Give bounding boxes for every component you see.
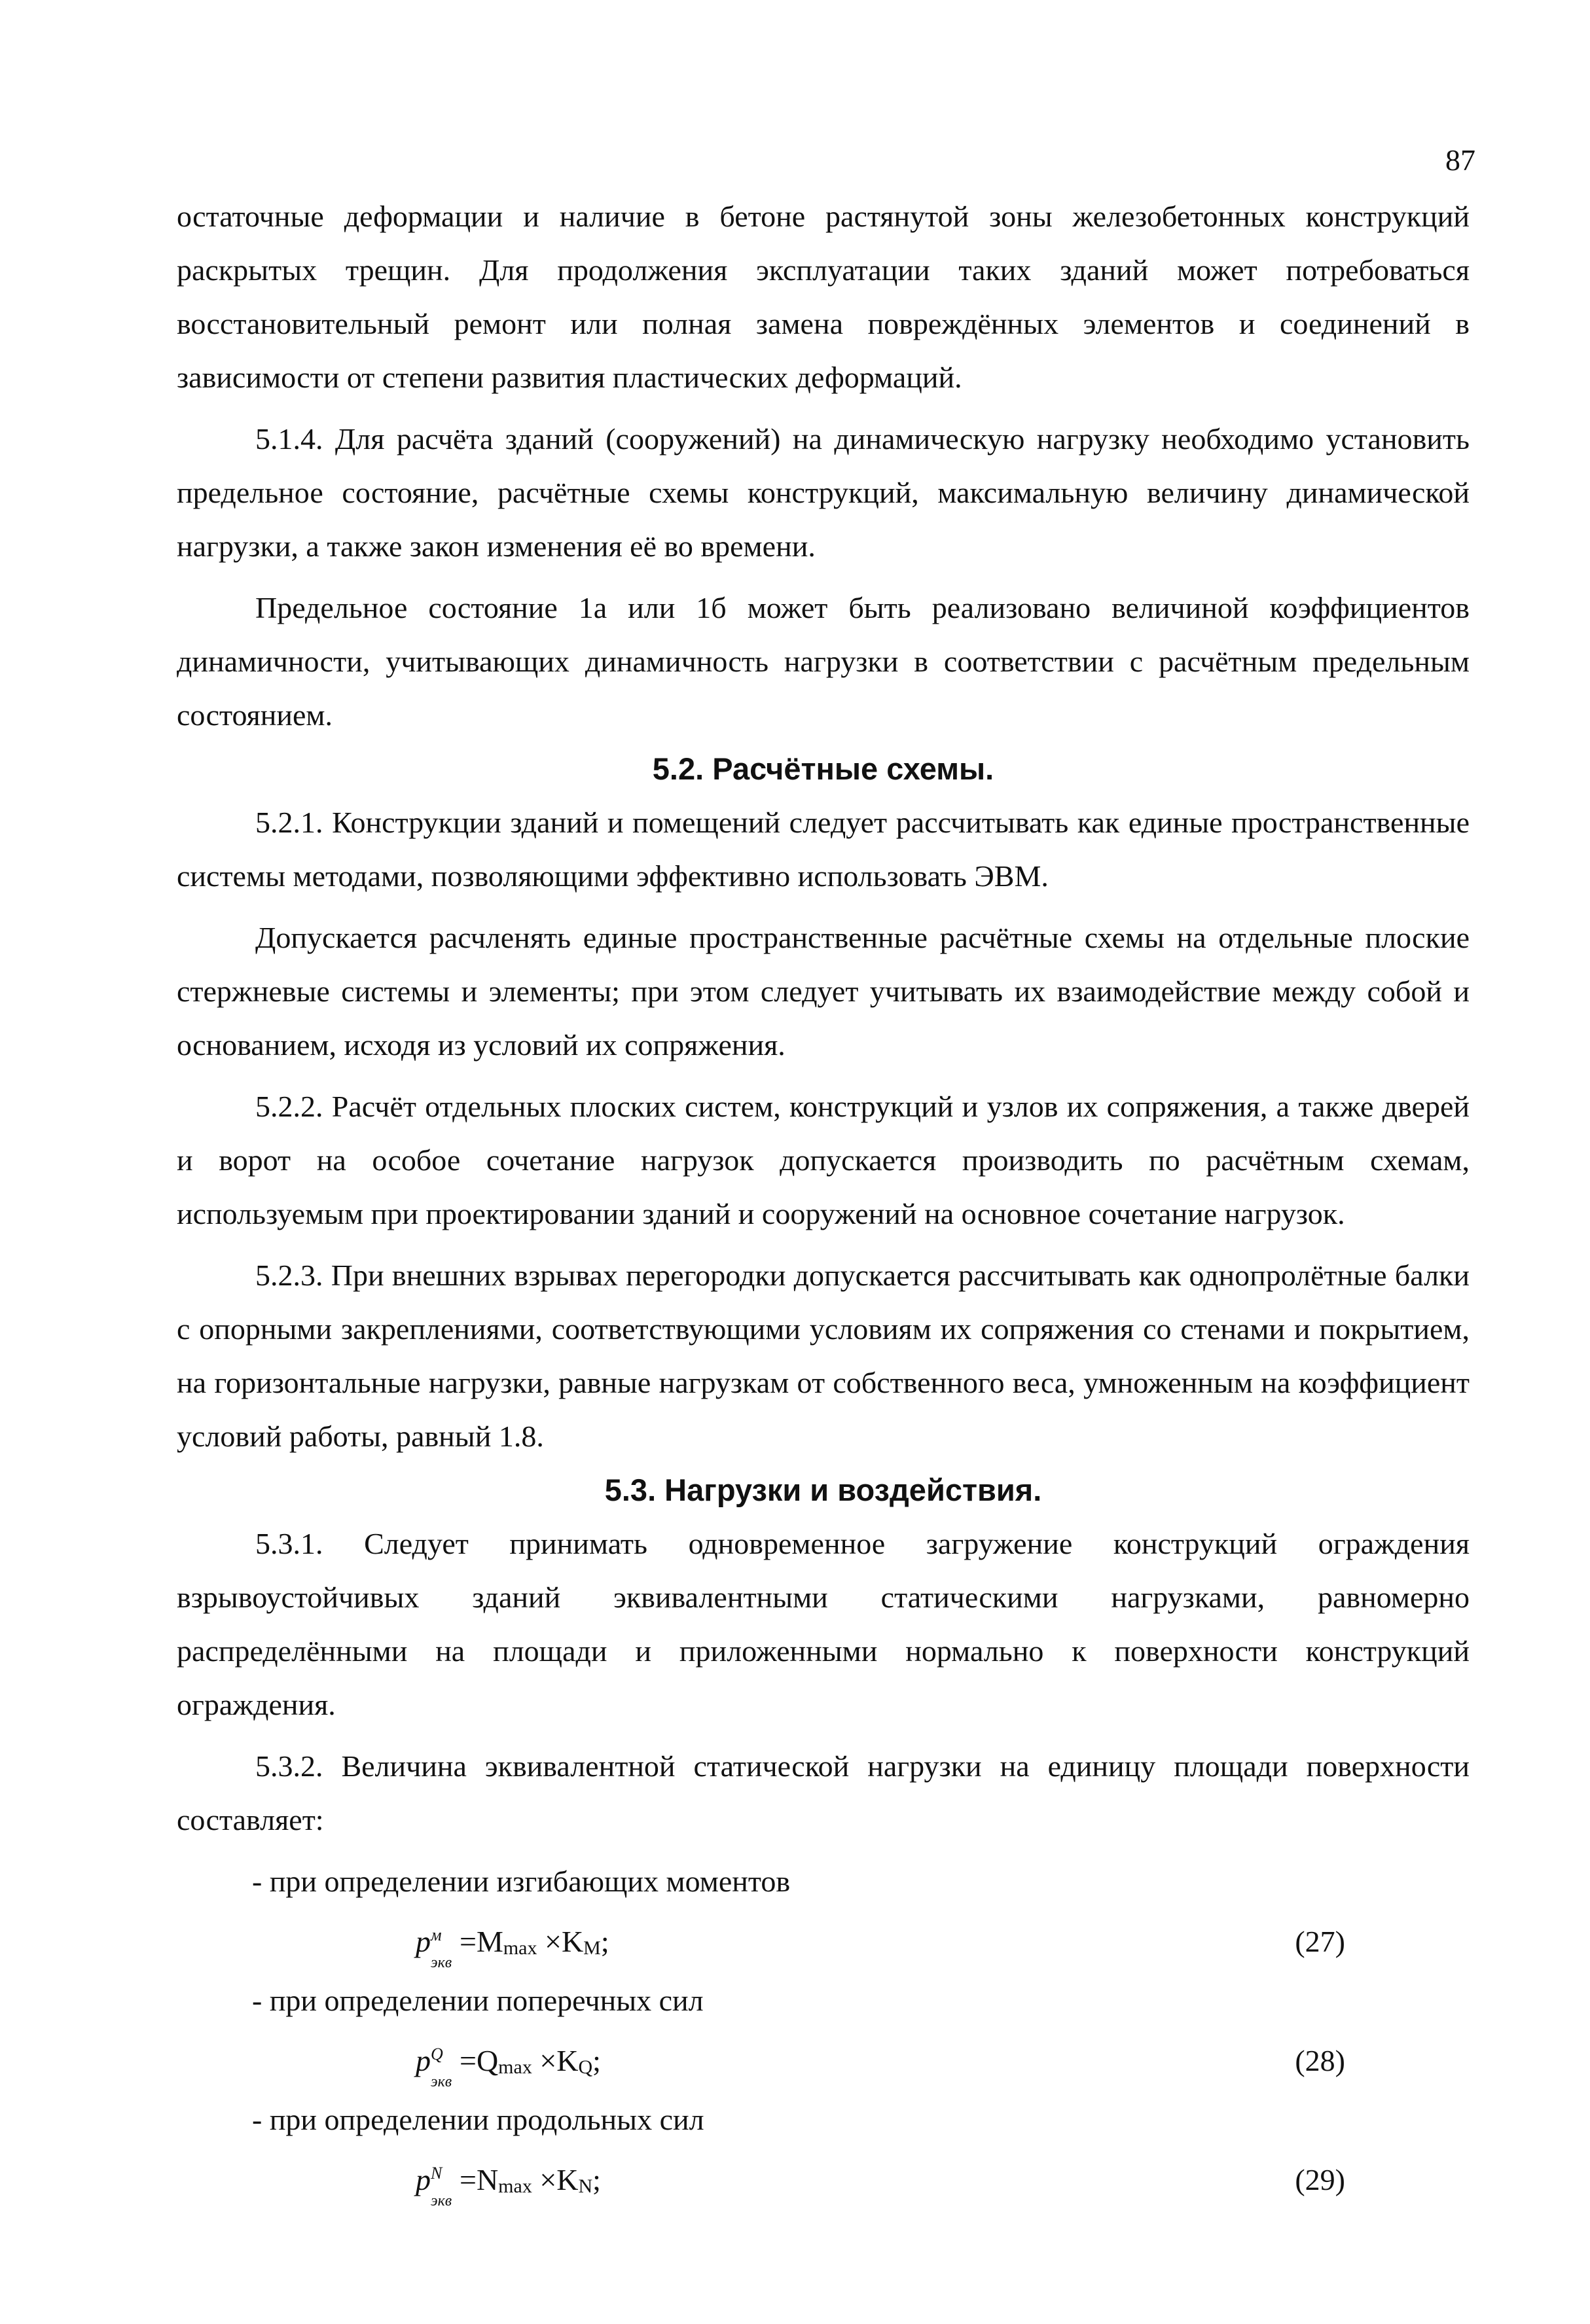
formula-label: - при определении продольных сил [252, 2103, 704, 2136]
section-heading-5-2: 5.2. Расчётные схемы. [652, 751, 994, 786]
formula: p Q экв =Qmax ×KQ; [416, 2044, 601, 2090]
paragraph-5-2-2: 5.2.2. Расчёт отдельных плоских систем, конструкций и узлов их сопряжения, а также дверей и ворот на особое сочетание нагрузок допускается производить по расчётным схемам, используемым при проектировании зданий и сооружений на основное сочетание нагрузок. [177, 1090, 1470, 1230]
formula-label: - при определении поперечных сил [252, 1984, 704, 2017]
section-heading-5-3: 5.3. Нагрузки и воздействия. [604, 1473, 1042, 1507]
paragraph: Предельное состояние 1а или 1б может быть реализовано величиной коэффициентов динамичности, учитывающих динамичность нагрузки в соответствии с расчётным предельным состоянием. [177, 591, 1470, 732]
paragraph-5-2-3: 5.2.3. При внешних взрывах перегородки допускается рассчитывать как однопролётные балки с опорными закреплениями, соответствующими условиям их сопряжения со стенами и покрытием, на горизонтальные нагрузки, равные нагрузкам от собственного веса, умноженным на коэффициент условий работы, равный 1.8. [177, 1259, 1470, 1453]
paragraph-5-3-2: 5.3.2. Величина эквивалентной статической нагрузки на единицу площади поверхности составляет: [177, 1749, 1470, 1836]
paragraph-5-3-1: 5.3.1. Следует принимать одновременное загружение конструкций ограждения взрывоустойчивых зданий эквивалентными статическими нагрузками, равномерно распределёнными на площади и приложенными нормально к поверхности конструкций ограждения. [177, 1527, 1470, 1721]
equation-number: (29) [1295, 2163, 1345, 2196]
equation-number: (27) [1295, 1925, 1345, 1958]
formula-row-28 [177, 2028, 1470, 2093]
equation-number: (28) [1295, 2044, 1345, 2077]
paragraph-5-2-1: 5.2.1. Конструкции зданий и помещений следует рассчитывать как единые пространственные системы методами, позволяющими эффективно использовать ЭВМ. [177, 806, 1470, 893]
formula-label: - при определении изгибающих моментов [252, 1865, 791, 1898]
page-number: 87 [1445, 143, 1475, 177]
paragraph: остаточные деформации и наличие в бетоне растянутой зоны железобетонных конструкций раскрытых трещин. Для продолжения эксплуатации таких зданий может потребоваться восстановительный ремонт или полная замена повреждённых элементов и соединений в зависимости от степени развития пластических деформаций. [177, 200, 1470, 394]
formula-row-29 [177, 2147, 1470, 2212]
formula-row-27 [177, 1908, 1470, 1974]
formula: p N экв =Nmax ×KN; [416, 2163, 601, 2209]
paragraph-5-1-4: 5.1.4. Для расчёта зданий (сооружений) на динамическую нагрузку необходимо установить предельное состояние, расчётные схемы конструкций, максимальную величину динамической нагрузки, а также закон изменения её во времени. [177, 422, 1470, 563]
paragraph: Допускается расчленять единые пространственные расчётные схемы на отдельные плоские стержневые системы и элементы; при этом следует учитывать их взаимодействие между собой и основанием, исходя из условий их сопряжения. [177, 921, 1470, 1062]
formula: p м экв =Mmax ×KM; [416, 1925, 609, 1971]
document-body [177, 190, 1470, 2212]
